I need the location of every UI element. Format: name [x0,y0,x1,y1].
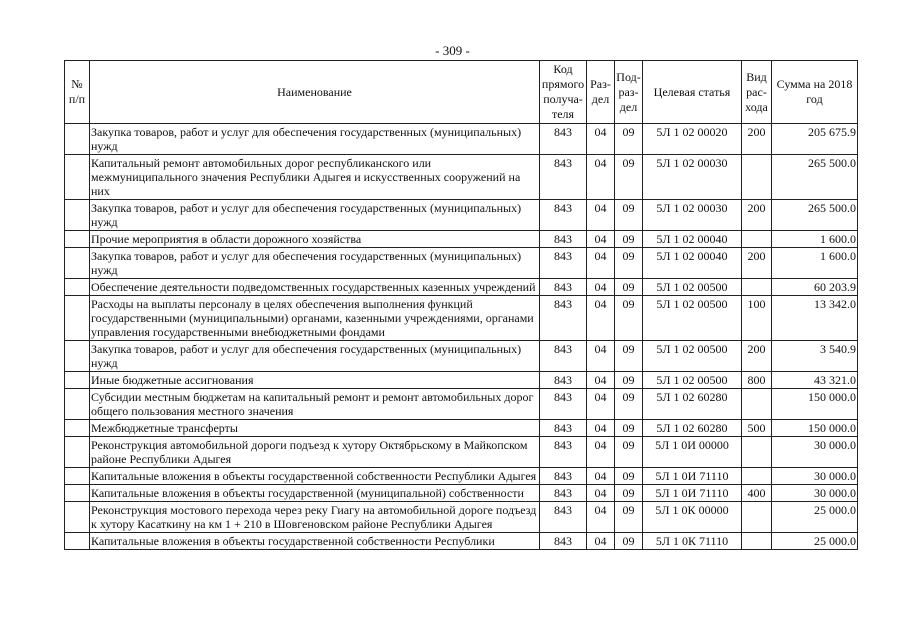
header-row [65,61,858,124]
row-code-cell: 843 [540,485,587,502]
row-code-cell: 843 [540,155,587,200]
row-name-cell: Обеспечение деятельности подведомственных государственных казенных учреждений [90,279,540,296]
row-section-cell: 04 [587,124,615,155]
row-code-cell: 843 [540,389,587,420]
row-target-cell: 5Л 1 0И 00000 [643,437,742,468]
row-expense-type-cell [742,231,772,248]
row-expense-type-cell [742,533,772,550]
row-subsection-cell: 09 [615,533,643,550]
row-number-cell [65,420,90,437]
row-name-cell: Закупка товаров, работ и услуг для обеспечения государственных (муниципальных) нужд [90,341,540,372]
row-number-cell [65,502,90,533]
row-expense-type-cell [742,437,772,468]
row-amount-cell: 30 000.0 [772,437,858,468]
row-target-cell: 5Л 1 02 00040 [643,248,742,279]
row-number-cell [65,341,90,372]
row-code-cell: 843 [540,468,587,485]
row-expense-type-cell [742,279,772,296]
header-subsection: Под- раз- дел [615,61,643,124]
header-expense-type: Вид рас- хода [742,61,772,124]
row-name-cell: Капитальные вложения в объекты государственной (муниципальной) собственности [90,485,540,502]
table-row [65,155,858,200]
row-section-cell: 04 [587,533,615,550]
row-section-cell: 04 [587,502,615,533]
row-code-cell: 843 [540,420,587,437]
table-row [65,468,858,485]
row-target-cell: 5Л 1 02 00040 [643,231,742,248]
row-target-cell: 5Л 1 02 60280 [643,389,742,420]
row-subsection-cell: 09 [615,124,643,155]
row-amount-cell: 30 000.0 [772,468,858,485]
table-row [65,533,858,550]
page-number: - 309 - [435,43,470,58]
row-expense-type-cell: 200 [742,124,772,155]
row-amount-cell: 13 342.0 [772,296,858,341]
table-row [65,279,858,296]
budget-table [64,60,858,550]
row-number-cell [65,437,90,468]
row-name-cell: Капитальный ремонт автомобильных дорог республиканского или межмуниципального значения Республики Адыгея и искусственных сооружений на них [90,155,540,200]
row-number-cell [65,124,90,155]
row-name-cell: Закупка товаров, работ и услуг для обеспечения государственных (муниципальных) нужд [90,200,540,231]
row-target-cell: 5Л 1 0И 71110 [643,468,742,485]
row-expense-type-cell: 200 [742,341,772,372]
header-code: Код прямого получа- теля [540,61,587,124]
row-number-cell [65,468,90,485]
row-subsection-cell: 09 [615,372,643,389]
row-number-cell [65,279,90,296]
row-code-cell: 843 [540,341,587,372]
row-number-cell [65,248,90,279]
row-name-cell: Реконструкция мостового перехода через реку Гиагу на автомобильной дороге подъезд к хутору Касаткину на км 1 + 210 в Шовгеновском районе Республики Адыгея [90,502,540,533]
row-expense-type-cell: 400 [742,485,772,502]
table-row [65,341,858,372]
header-target: Целевая статья [643,61,742,124]
row-subsection-cell: 09 [615,485,643,502]
row-subsection-cell: 09 [615,279,643,296]
row-code-cell: 843 [540,372,587,389]
row-expense-type-cell [742,468,772,485]
row-subsection-cell: 09 [615,248,643,279]
header-section: Раз- дел [587,61,615,124]
row-number-cell [65,200,90,231]
row-target-cell: 5Л 1 02 00500 [643,341,742,372]
table-body [65,124,858,550]
row-number-cell [65,485,90,502]
row-amount-cell: 1 600.0 [772,248,858,279]
row-name-cell: Закупка товаров, работ и услуг для обеспечения государственных (муниципальных) нужд [90,248,540,279]
row-section-cell: 04 [587,155,615,200]
row-section-cell: 04 [587,231,615,248]
row-expense-type-cell: 200 [742,200,772,231]
row-target-cell: 5Л 1 02 00500 [643,296,742,341]
table-row [65,124,858,155]
row-expense-type-cell: 500 [742,420,772,437]
table-row [65,231,858,248]
row-number-cell [65,155,90,200]
row-code-cell: 843 [540,533,587,550]
row-number-cell [65,533,90,550]
table-row [65,437,858,468]
row-target-cell: 5Л 1 02 60280 [643,420,742,437]
row-name-cell: Реконструкция автомобильной дороги подъезд к хутору Октябрьскому в Майкопском районе Республики Адыгея [90,437,540,468]
row-expense-type-cell [742,389,772,420]
row-target-cell: 5Л 1 02 00030 [643,200,742,231]
row-target-cell: 5Л 1 0И 71110 [643,485,742,502]
row-code-cell: 843 [540,200,587,231]
row-target-cell: 5Л 1 0К 71110 [643,533,742,550]
table-row [65,485,858,502]
row-expense-type-cell: 800 [742,372,772,389]
row-amount-cell: 43 321.0 [772,372,858,389]
row-amount-cell: 150 000.0 [772,389,858,420]
row-number-cell [65,231,90,248]
row-expense-type-cell [742,502,772,533]
row-amount-cell: 150 000.0 [772,420,858,437]
row-section-cell: 04 [587,279,615,296]
header-amount: Сумма на 2018 год [772,61,858,124]
row-code-cell: 843 [540,296,587,341]
row-code-cell: 843 [540,279,587,296]
row-name-cell: Прочие мероприятия в области дорожного хозяйства [90,231,540,248]
row-name-cell: Капитальные вложения в объекты государственной собственности Республики Адыгея [90,468,540,485]
row-target-cell: 5Л 1 02 00030 [643,155,742,200]
row-subsection-cell: 09 [615,200,643,231]
row-name-cell: Иные бюджетные ассигнования [90,372,540,389]
row-section-cell: 04 [587,485,615,502]
row-code-cell: 843 [540,231,587,248]
row-name-cell: Расходы на выплаты персоналу в целях обеспечения выполнения функций государственными (муниципальными) органами, казенными учреждениями, органами управления государственными внебюджетными фондами [90,296,540,341]
row-target-cell: 5Л 1 0К 00000 [643,502,742,533]
row-subsection-cell: 09 [615,231,643,248]
row-section-cell: 04 [587,468,615,485]
row-subsection-cell: 09 [615,502,643,533]
row-subsection-cell: 09 [615,437,643,468]
row-section-cell: 04 [587,341,615,372]
row-target-cell: 5Л 1 02 00500 [643,279,742,296]
row-section-cell: 04 [587,200,615,231]
table-row [65,248,858,279]
row-subsection-cell: 09 [615,389,643,420]
row-code-cell: 843 [540,248,587,279]
row-expense-type-cell [742,155,772,200]
row-subsection-cell: 09 [615,468,643,485]
row-section-cell: 04 [587,437,615,468]
row-section-cell: 04 [587,248,615,279]
row-section-cell: 04 [587,420,615,437]
row-section-cell: 04 [587,372,615,389]
table-row [65,372,858,389]
row-amount-cell: 30 000.0 [772,485,858,502]
row-target-cell: 5Л 1 02 00500 [643,372,742,389]
row-name-cell: Субсидии местным бюджетам на капитальный ремонт и ремонт автомобильных дорог общего пользования местного значения [90,389,540,420]
table-row [65,389,858,420]
row-amount-cell: 1 600.0 [772,231,858,248]
row-subsection-cell: 09 [615,296,643,341]
row-subsection-cell: 09 [615,341,643,372]
row-name-cell: Закупка товаров, работ и услуг для обеспечения государственных (муниципальных) нужд [90,124,540,155]
row-code-cell: 843 [540,124,587,155]
table-row [65,296,858,341]
row-subsection-cell: 09 [615,420,643,437]
row-amount-cell: 205 675.9 [772,124,858,155]
row-target-cell: 5Л 1 02 00020 [643,124,742,155]
row-section-cell: 04 [587,389,615,420]
row-code-cell: 843 [540,502,587,533]
table-row [65,420,858,437]
row-subsection-cell: 09 [615,155,643,200]
row-amount-cell: 3 540.9 [772,341,858,372]
row-amount-cell: 265 500.0 [772,155,858,200]
row-amount-cell: 25 000.0 [772,533,858,550]
row-amount-cell: 60 203.9 [772,279,858,296]
header-num: № п/п [65,61,90,124]
row-number-cell [65,296,90,341]
row-number-cell [65,389,90,420]
table-row [65,200,858,231]
row-number-cell [65,372,90,389]
row-name-cell: Межбюджетные трансферты [90,420,540,437]
row-name-cell: Капитальные вложения в объекты государственной собственности Республики [90,533,540,550]
header-name: Наименование [90,61,540,124]
row-code-cell: 843 [540,437,587,468]
row-expense-type-cell: 100 [742,296,772,341]
row-expense-type-cell: 200 [742,248,772,279]
row-section-cell: 04 [587,296,615,341]
table-row [65,502,858,533]
row-amount-cell: 265 500.0 [772,200,858,231]
row-amount-cell: 25 000.0 [772,502,858,533]
